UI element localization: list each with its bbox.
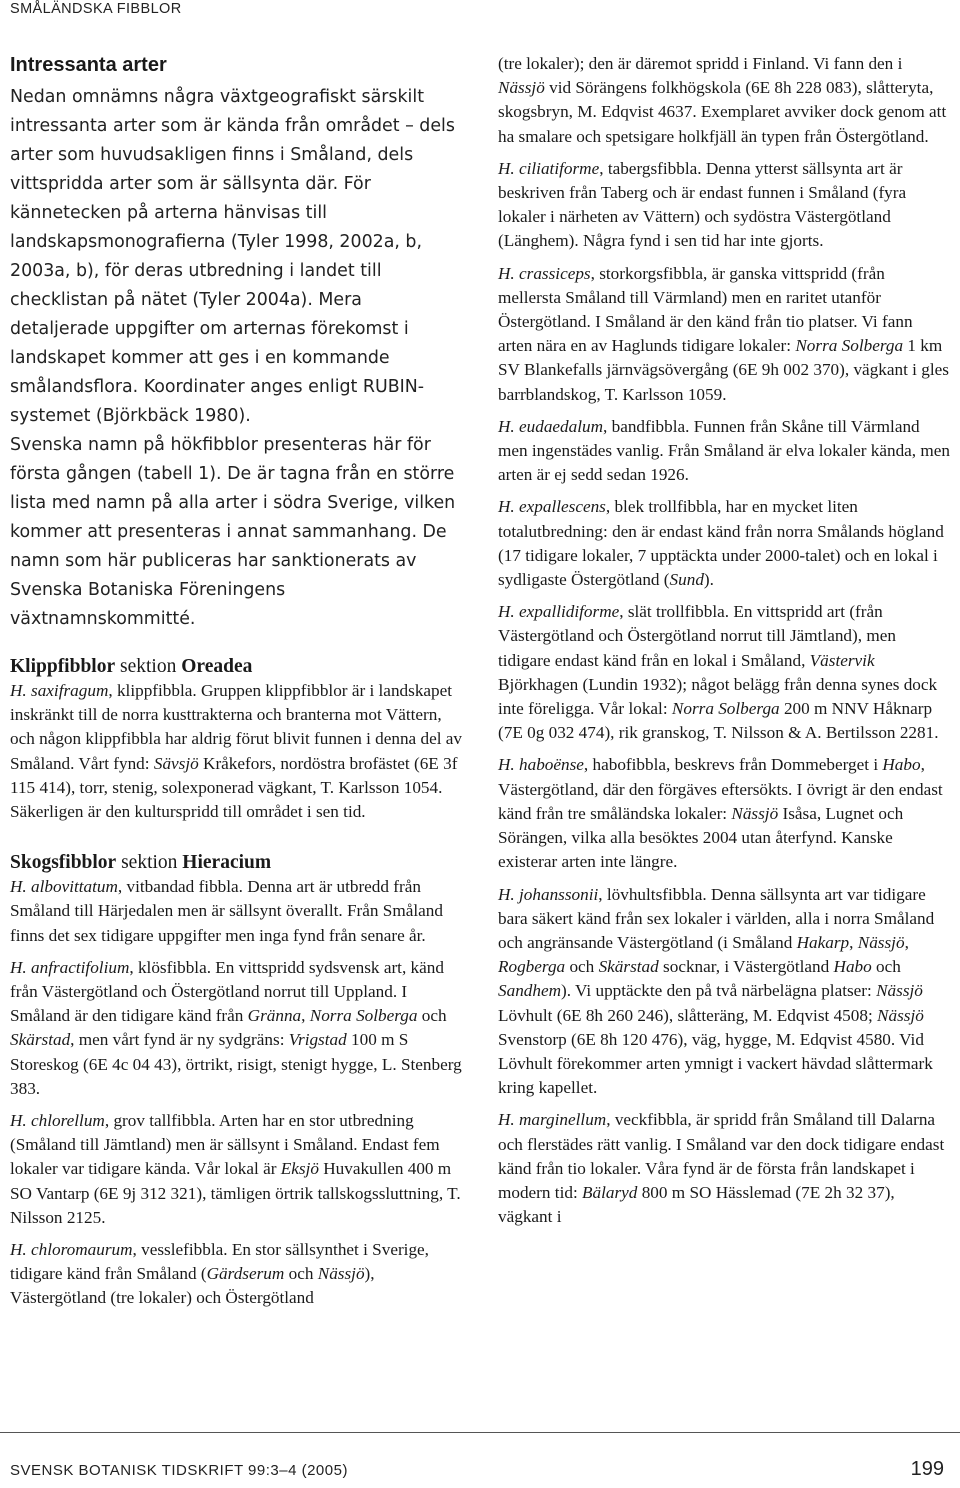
locality: Norra Solberga (309, 1006, 418, 1026)
entry-text: Isåsa, Lugnet och Sörängen, vilka alla besöktes 2004 utan återfynd. Kanske existerar arten inte längre. (498, 803, 904, 872)
entry-text: , storkorgsfibbla, är ganska vittspridd (från mellersta Småland till Värmland) men en raritet utanför Östergötland. I Småland är den känd från tio platser. Vi fann arten nära en av Haglunds tidigare lokaler: (498, 263, 913, 356)
entry-text: , klösfibbla. En vittspridd sydsvensk art, känd från Västergötland och Östergötland norrut till Uppland. I Småland är den tidigare känd från (10, 957, 444, 1026)
entry-text: (tre lokaler); den är däremot spridd i Finland. Vi fann den i (498, 54, 903, 73)
species-name: H. expallidiforme (498, 602, 620, 622)
intro-paragraph-2: Svenska namn på hökfibblor presenteras här för första gången (tabell 1). De är tagna från en större lista med namn på alla arter i södra Sverige, vilken kommer att presenteras i annat sammanhang. De namn som här publiceras har sanktionerats av Svenska Botaniska Föreningens växtnamnskommitté. (10, 435, 456, 629)
intro-paragraph-1: Nedan omnämns några växtgeografiskt särskilt intressanta arter som är kända från området – dels arter som huvudsakligen finns i Småland, dels vittspridda arter som är sällsynta där. För kännetecken på arterna hänvisas till landskapsmonografierna (Tyler 1998, 2002a, b, 2003a, b), för deras utbredning i landet till checklistan på nätet (Tyler 2004a). Mera detaljerade uppgifter om arternas förekomst i landskapet kommer att ges i en kommande smålandsflora. Koordinater anges enligt RUBIN-systemet (Björkbäck 1980). (10, 87, 455, 426)
species-entry-albovittatum (10, 875, 462, 948)
section-heading-hieracium (10, 850, 462, 875)
entry-text: , grov tallfibbla. Arten har en stor utbredning (Småland till Jämtland) men är sällsynt i Småland. Endast fem lokaler var tidigare kända. Vår lokal är (10, 1111, 440, 1179)
entry-text: , (904, 932, 909, 952)
species-name: H. crassiceps (498, 263, 591, 283)
entry-text: Lövhult (6E 8h 260 246), slåtteräng, M. Edqvist 4508; (498, 1005, 878, 1025)
locality: Nässjö (877, 1005, 924, 1025)
entry-text: Björkhagen (Lundin 1932); något belägg från denna synes dock inte föreligga. Vår lokal: (498, 674, 938, 719)
entry-text: Huvakullen 400 m SO Vantarp (6E 9j 312 321), tämligen örtrik tallskogssluttning, T. Nilsson 2125. (10, 1159, 461, 1227)
species-name: H. marginellum (498, 1110, 607, 1130)
entry-text: socknar, i Västergötland (658, 957, 834, 977)
section-word: sektion (120, 656, 177, 677)
species-entry-ciliatiforme (498, 157, 950, 254)
locality: Nässjö (876, 981, 923, 1001)
locality: Gränna (247, 1006, 302, 1026)
locality: Nässjö (498, 78, 545, 98)
species-entry-johanssonii (498, 883, 950, 1101)
locality: Västervik (809, 650, 875, 670)
journal-citation: SVENSK BOTANISK TIDSKRIFT 99:3–4 (2005) (10, 1462, 348, 1479)
locality: Nässjö (317, 1264, 365, 1284)
species-entry-crassiceps (498, 262, 950, 407)
locality: Gärdserum (206, 1264, 285, 1284)
species-name: H. chloromaurum (10, 1240, 133, 1260)
running-head: SMÅLÄNDSKA FIBBLOR (10, 1, 182, 17)
locality: Rogberga (498, 957, 566, 977)
entry-text: 200 m NNV Håknarp (7E 0g 032 474), rik granskog, T. Nilsson & A. Bertilsson 2281. (498, 699, 939, 743)
species-name: H. expallescens (498, 497, 606, 517)
species-entry-chloromaurum-continued (498, 52, 950, 149)
section-title: Skogsfibblor (10, 852, 117, 874)
locality: Sävsjö (153, 753, 199, 773)
locality: Nässjö (857, 932, 905, 952)
species-entry-chloromaurum (10, 1238, 462, 1311)
entry-text: , slät trollfibbla. En vittspridd art (från Västergötland och Östergötland norrut till Jämtland), men tidigare endast känd från en lokal i Småland, (498, 602, 896, 670)
entry-text: , klippfibbla. Gruppen klippfibblor är i landskapet inskränkt till de norra kusttrakterna och branterna mot Vättern, och någon klippfibbla har aldrig förut blivit funnen i denna del av Småland. Vårt fynd: (10, 681, 463, 773)
species-name: H. eudaedalum (498, 416, 604, 436)
entry-text: , blek trollfibbla, har en mycket liten totalutbredning: den är endast känd från norra Smålands högland (17 tidigare lokaler, 7 upptäckta under 2000-talet) och en lokal i sydligaste Östergötland ( (498, 497, 944, 590)
locality: Hakarp (796, 932, 850, 952)
entry-text: , (849, 932, 858, 952)
section-name: Oreadea (181, 656, 253, 677)
entry-text: , bandfibbla. Funnen från Skåne till Värmland men ingenstädes vanlig. Från Småland är elva lokaler kända, men arten är ej sedd sedan 1926. (498, 416, 950, 485)
entry-text: , habofibbla, beskrevs från Dommeberget i (583, 755, 883, 775)
entry-text: , men vårt fynd är ny sydgräns: (70, 1030, 289, 1050)
locality: Eksjö (280, 1159, 319, 1179)
entry-text: 100 m S Storeskog (6E 4c 04 43), örtrikt, risigt, stenigt hygge, L. Stenberg 383. (10, 1030, 462, 1098)
locality: Sandhem (498, 981, 562, 1001)
right-column (498, 52, 950, 1229)
species-entry-marginellum (498, 1108, 950, 1229)
species-entry-chlorellum (10, 1109, 462, 1230)
species-name: H. albovittatum (10, 877, 118, 897)
locality: Habo (882, 755, 921, 775)
locality: Sund (669, 570, 704, 590)
species-entry-expallidiforme (498, 600, 950, 745)
entry-text: Svenstorp (6E 8h 120 476), väg, hygge, M. Edqvist 4580. Vid Lövhult förekommer arten ymnigt i vackert hävdad slåttermark kring kapellet. (498, 1029, 933, 1098)
intro-heading: Intressanta arter (10, 54, 167, 76)
locality: Norra Solberga (795, 336, 904, 356)
species-name: H. haboënse (498, 755, 584, 775)
locality: Skärstad (10, 1030, 71, 1050)
locality: Norra Solberga (671, 699, 780, 719)
species-name: H. ciliatiforme (498, 158, 600, 178)
section-heading-oreadea (10, 654, 462, 679)
locality: Nässjö (731, 803, 779, 823)
left-column (10, 54, 462, 1311)
species-name: H. saxifragum (10, 681, 109, 700)
entry-text: ). Vi upptäckte den på två närbelägna platser: (561, 981, 877, 1001)
entry-text: Kråkefors, nordöstra brofästet (6E 3f 115 414), torr, stenig, solexponerad vägkant, T. Karlsson 1054. Säkerligen är den kulturspridd till området i sen tid. (10, 753, 458, 822)
entry-text: och (871, 957, 901, 977)
entry-text: ), Västergötland (tre lokaler) och Östergötland (10, 1264, 375, 1308)
entry-text: och (284, 1264, 318, 1284)
species-entry-eudaedalum (498, 415, 950, 488)
species-name: H. anfractifolium (10, 957, 130, 977)
locality: Bälaryd (582, 1182, 638, 1202)
section-word: sektion (121, 852, 178, 874)
section-name: Hieracium (182, 852, 272, 874)
species-entry-expallescens (498, 495, 950, 592)
entry-text: , lövhultsfibbla. Denna sällsynta art var tidigare bara säkert känd från sex lokaler i världen, alla i norra Småland och angränsande Västergötland (i Småland (498, 884, 935, 952)
locality: Skärstad (598, 957, 659, 977)
entry-text: , veckfibbla, är spridd från Småland till Dalarna och flerstädes rätt vanlig. I Småland var den dock tidigare endast känd från tio lokaler. Våra fynd är de första från landskapet i modern tid: (498, 1110, 945, 1202)
entry-text: ). (703, 570, 714, 590)
species-name: H. chlorellum (10, 1111, 105, 1131)
section-title: Klippfibblor (10, 656, 116, 677)
footer-divider (0, 1432, 960, 1433)
entry-text: och (417, 1006, 447, 1026)
entry-text: 1 km SV Blankefalls järnvägsövergång (6E 9h 002 370), vägkant i gles barrblandskog, T. Karlsson 1059. (498, 336, 949, 404)
locality: Habo (833, 957, 872, 977)
species-entry-anfractifolium (10, 956, 462, 1101)
page-number: 199 (910, 1458, 944, 1480)
entry-text: , tabergsfibbla. Denna ytterst sällsynta art är beskriven från Taberg och är endast funnen i Småland (fyra lokaler i närheten av Vättern) och sydöstra Västergötland (Länghem). Några fynd i sen tid har inte gjorts. (498, 158, 907, 251)
entry-text: och (565, 957, 599, 977)
entry-text: , (301, 1006, 310, 1026)
species-entry-saxifragum (10, 679, 462, 824)
entry-text: , vitbandad fibbla. Denna art är utbredd från Småland till Härjedalen men är sällsynt överallt. Från Småland finns det sex tidigare uppgifter men inga fynd från senare år. (10, 877, 443, 945)
entry-text: 800 m SO Hässlemad (7E 2h 32 37), vägkant i (498, 1182, 895, 1227)
entry-text: , vesslefibbla. En stor sällsynthet i Sverige, tidigare känd från Småland ( (10, 1240, 429, 1284)
locality: Vrigstad (288, 1030, 347, 1050)
entry-text: , Västergötland, där den förgäves eftersökts. I övrigt är den endast känd från tre småländska lokaler: (498, 755, 943, 823)
entry-text: vid Sörängens folkhögskola (6E 8h 228 083), slåtteryta, skogsbryn, M. Edqvist 4637. Exemplaret avviker dock genom att ha smalare och spetsigare holkfjäll än typen från Östergötland. (498, 78, 947, 146)
species-entry-haboense (498, 753, 950, 874)
species-name: H. johanssonii (498, 884, 599, 904)
